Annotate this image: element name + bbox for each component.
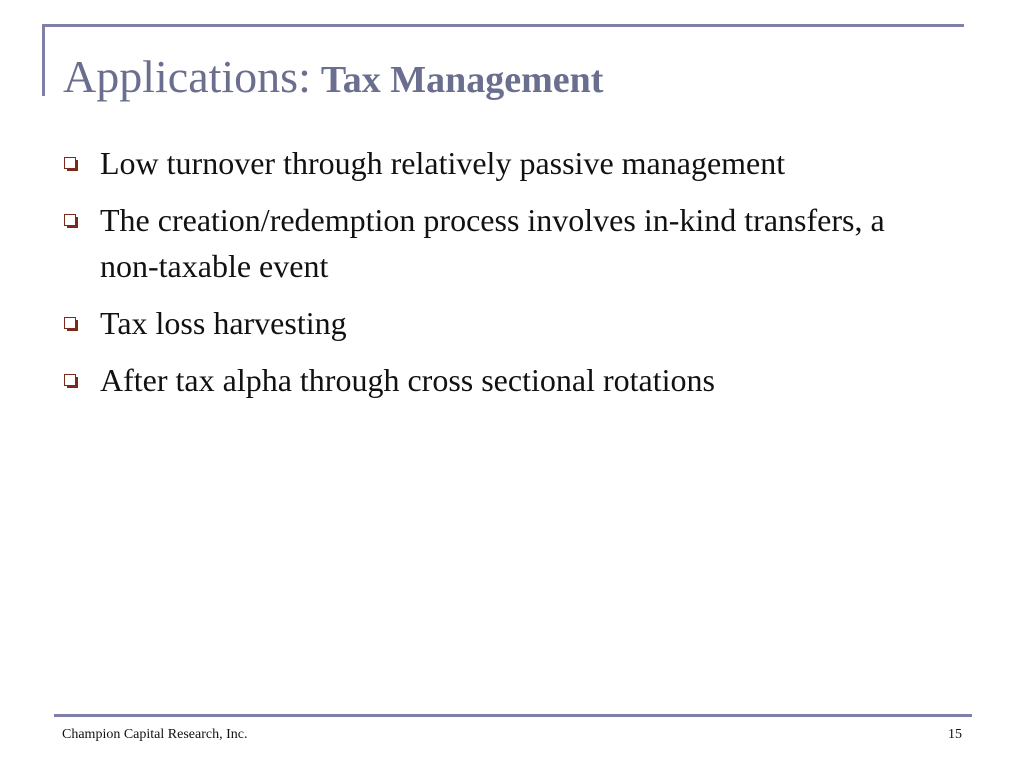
square-bullet-icon bbox=[64, 317, 76, 329]
footer-rule bbox=[54, 714, 972, 717]
title-frame-top-rule bbox=[42, 24, 964, 27]
square-bullet-icon bbox=[64, 214, 76, 226]
bullet-text: Low turnover through relatively passive management bbox=[100, 145, 786, 181]
footer-company: Champion Capital Research, Inc. bbox=[62, 727, 248, 742]
bullet-item bbox=[62, 140, 922, 186]
bullet-list bbox=[62, 140, 922, 414]
slide-title-emphasis: Tax Management bbox=[320, 59, 604, 101]
square-bullet-icon bbox=[64, 374, 76, 386]
square-bullet-icon bbox=[64, 157, 76, 169]
slide-title-prefix: Applications: bbox=[63, 51, 311, 102]
bullet-item bbox=[62, 197, 922, 289]
bullet-text: Tax loss harvesting bbox=[100, 305, 347, 341]
footer-page-number: 15 bbox=[948, 727, 962, 742]
bullet-item bbox=[62, 300, 922, 346]
bullet-text: After tax alpha through cross sectional rotations bbox=[100, 362, 715, 398]
title-frame-left-rule bbox=[42, 24, 45, 96]
bullet-item bbox=[62, 357, 922, 403]
bullet-text: The creation/redemption process involves in-kind transfers, a non-taxable event bbox=[100, 202, 885, 284]
slide-title bbox=[63, 51, 604, 102]
